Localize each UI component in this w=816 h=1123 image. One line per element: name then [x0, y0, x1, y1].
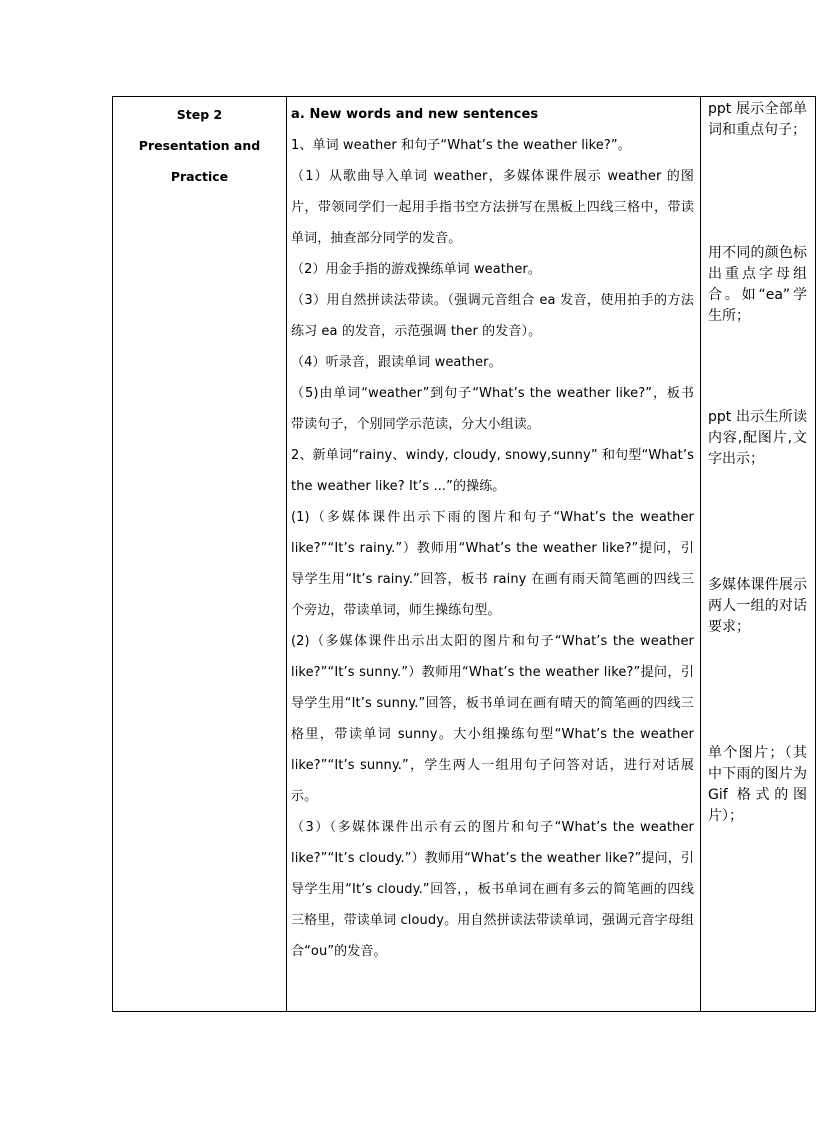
content-paragraph: （3）（多媒体课件出示有云的图片和句子“What’s the weather like?”“It’s cloudy.”）教师用“What’s the weather like?”提问，引导学生用“It’s cloudy.”回答，，板书单词在画有多云的简笔画的四线三格里，带读单词 cloudy。用自然拼读法带读单词，强调元音字母组合“ou”的发音。 — [291, 820, 694, 959]
step-label — [113, 97, 286, 192]
note-item: ppt 展示全部单词和重点句子； — [708, 101, 807, 138]
content-paragraph: （1）从歌曲导入单词 weather，多媒体课件展示 weather 的图片，带领同学们一起用手指书空方法拼写在黑板上四线三格中，带读单词，抽查部分同学的发音。 — [291, 169, 694, 246]
content-paragraph: 2、新单词“rainy、windy, cloudy, snowy,sunny” 和句型“What’s the weather like? It’s ...”的操练。 — [291, 448, 694, 494]
step-title: Step 2 — [176, 107, 223, 122]
lesson-plan-table — [112, 96, 816, 1012]
note-item: 单个图片；（其中下雨的图片为 Gif 格式的图片）； — [708, 745, 807, 824]
content-paragraph: 1、单词 weather 和句子“What’s the weather like?”。 — [291, 138, 631, 153]
step-cell — [113, 97, 287, 1012]
content-heading: a. New words and new sentences — [291, 107, 539, 122]
note-item: 用不同的颜色标出重点字母组合。如“ea”学生所； — [708, 245, 807, 324]
content-paragraph: （5)由单词“weather”到句子“What’s the weather like?”，板书带读句子，个别同学示范读，分大小组读。 — [291, 386, 694, 432]
content-cell — [287, 97, 701, 1012]
note-item: 多媒体课件展示两人一组的对话要求； — [708, 577, 807, 635]
table-row — [113, 97, 816, 1012]
content-paragraph: (2)（多媒体课件出示出太阳的图片和句子“What’s the weather like?”“It’s sunny.”）教师用“What’s the weather like?”提问，引导学生用“It’s sunny.”回答，板书单词在画有晴天的简笔画的四线三格里，带读单词 sunny。大小组操练句型“What’s the weather like?”“It’s sunny.”，学生两人一组用句子问答对话，进行对话展示。 — [291, 634, 694, 804]
step-subtitle-line2: Practice — [170, 169, 229, 184]
note-item: ppt 出示生所读内容,配图片,文字出示； — [708, 409, 807, 467]
content-paragraph: (1)（多媒体课件出示下雨的图片和句子“What’s the weather like?”“It’s rainy.”）教师用“What’s the weather like?”提问，引导学生用“It’s rainy.”回答，板书 rainy 在画有雨天简笔画的四线三个旁边，带读单词，师生操练句型。 — [291, 510, 694, 618]
notes-cell — [701, 97, 816, 1012]
step-subtitle-line1: Presentation and — [138, 138, 261, 153]
content-paragraph: （4）听录音，跟读单词 weather。 — [291, 355, 502, 370]
notes-column — [708, 97, 811, 1011]
content-paragraph: （3）用自然拼读法带读。（强调元音组合 ea 发音，使用拍手的方法练习 ea 的发音，示范强调 ther 的发音）。 — [291, 293, 694, 339]
content-paragraph: （2）用金手指的游戏操练单词 weather。 — [291, 262, 541, 277]
